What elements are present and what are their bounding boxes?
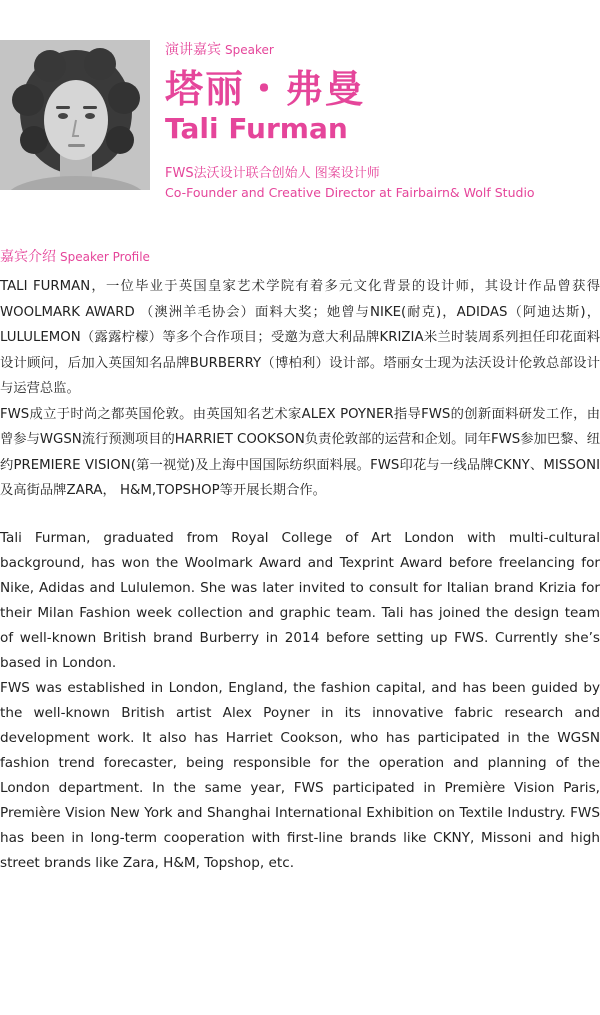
speaker-role-label [165,40,595,60]
portrait-photo-icon [0,40,150,190]
bio-paragraph-en-1: Tali Furman, graduated from Royal College of Art London with multi-cultural background, has won the Woolmark Award and Texprint Award before freelancing for Nike, Adidas and Lululemon. She was later invited to consult for Italian brand Krizia for their Milan Fashion week collection and graphic team. Tali has joined the design team of well-known British brand Burberry in 2014 before setting up FWS. Currently she’s based in London. [0,529,600,671]
speaker-header [165,40,595,202]
speaker-title-cn: FWS法沃设计联合创始人 图案设计师 [165,166,380,181]
speaker-bio [0,274,600,876]
profile-heading-cn: 嘉宾介绍 [0,249,56,265]
speaker-photo [0,40,150,190]
bio-paragraph-en-2: FWS was established in London, England, the fashion capital, and has been guided by the well-known British artist Alex Poyner in its innovative fabric research and development work. It also has Harriet Cookson, who has participated in the WGSN fashion trend forecaster, being responsible for the operation and planning of the London department. In the same year, FWS participated in Première Vision Paris, Première Vision New York and Shanghai International Exhibition on Textile Industry. FWS has been in long-term cooperation with first-line brands like CKNY, Missoni and high street brands like Zara, H&M, Topshop, etc. [0,679,600,871]
speaker-name-cn: 塔丽・弗曼 [165,67,366,111]
profile-heading-en: Speaker Profile [60,250,150,264]
profile-heading [0,246,600,268]
speaker-label-en: Speaker [225,43,274,57]
bio-paragraph-cn-1: TALI FURMAN，一位毕业于英国皇家艺术学院有着多元文化背景的设计师，其设计作品曾获得WOOLMARK AWARD （澳洲羊毛协会）面料大奖；她曾与NIKE(耐克)，ADIDAS（阿迪达斯)，LULULEMON（露露柠檬）等多个合作项目；受邀为意大利品牌KRIZIA米兰时装周系列担任印花面料设计顾问，后加入英国知名品牌BURBERRY（博柏利）设计部。塔丽女士现为法沃设计伦敦总部设计与运营总监。 [0,279,600,396]
speaker-name-en: Tali Furman [165,112,348,145]
bio-paragraph-cn-2: FWS成立于时尚之都英国伦敦。由英国知名艺术家ALEX POYNER指导FWS的创新面料研发工作，由曾参与WGSN流行预测项目的HARRIET COOKSON负责伦敦部的运营和企划。同年FWS参加巴黎、纽约PREMIERE VISION(第一视觉)及上海中国国际纺织面料展。FWS印花与一线品牌CKNY、MISSONI及高街品牌ZARA， H&M,TOPSHOP等开展长期合作。 [0,406,600,498]
speaker-title-en: Co-Founder and Creative Director at Fairbairn& Wolf Studio [165,185,535,200]
speaker-label-cn: 演讲嘉宾 [165,42,221,58]
